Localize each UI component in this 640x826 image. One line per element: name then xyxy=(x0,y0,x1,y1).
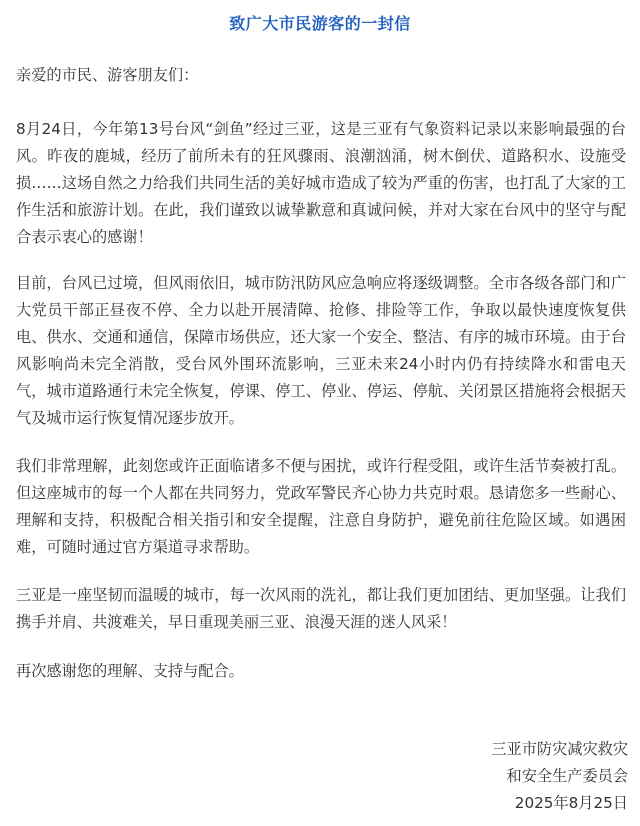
paragraph-5: 再次感谢您的理解、支持与配合。 xyxy=(16,662,244,680)
signature-date: 2025年8月25日 xyxy=(514,794,628,812)
signature-org-line-2: 和安全生产委员会 xyxy=(506,767,628,785)
paragraph-3: 我们非常理解，此刻您或许正面临诸多不便与困扰，或许行程受阻，或许生活节奏被打乱。但这座城市的每一个人都在共同努力，党政军警民齐心协力共克时艰。恳请您多一些耐心、理解和支持，积极配合相关指引和安全提醒，注意自身防护，避免前往危险区域。如遇困难，可随时通过官方渠道寻求帮助。 xyxy=(16,457,626,556)
paragraph-1: 8月24日，今年第13号台风“剑鱼”经过三亚，这是三亚有气象资料记录以来影响最强的台风。昨夜的鹿城，经历了前所未有的狂风骤雨、浪潮汹涌，树木倒伏、道路积水、设施受损……这场自然之力给我们共同生活的美好城市造成了较为严重的伤害，也打乱了大家的工作生活和旅游计划。在此，我们谨致以诚挚歉意和真诚问候，并对大家在台风中的坚守与配合表示衷心的感谢！ xyxy=(16,120,626,246)
letter-greeting: 亲爱的市民、游客朋友们： xyxy=(16,66,199,84)
signature-block xyxy=(491,736,628,817)
paragraph-4: 三亚是一座坚韧而温暖的城市，每一次风雨的洗礼，都让我们更加团结、更加坚强。让我们携手并肩、共渡难关，早日重现美丽三亚、浪漫天涯的迷人风采！ xyxy=(16,586,626,631)
letter-title: 致广大市民游客的一封信 xyxy=(229,14,411,33)
paragraph-2: 目前，台风已过境，但风雨依旧，城市防汛防风应急响应将逐级调整。全市各级各部门和广大党员干部正昼夜不停、全力以赴开展清障、抢修、排险等工作，争取以最快速度恢复供电、供水、交通和通信，保障市场供应，还大家一个安全、整洁、有序的城市环境。由于台风影响尚未完全消散，受台风外围环流影响，三亚未来24小时内仍有持续降水和雷电天气，城市道路通行未完全恢复，停课、停工、停业、停运、停航、关闭景区措施将会根据天气及城市运行恢复情况逐步放开。 xyxy=(16,274,626,427)
signature-org-line-1: 三亚市防灾减灾救灾 xyxy=(491,740,628,758)
